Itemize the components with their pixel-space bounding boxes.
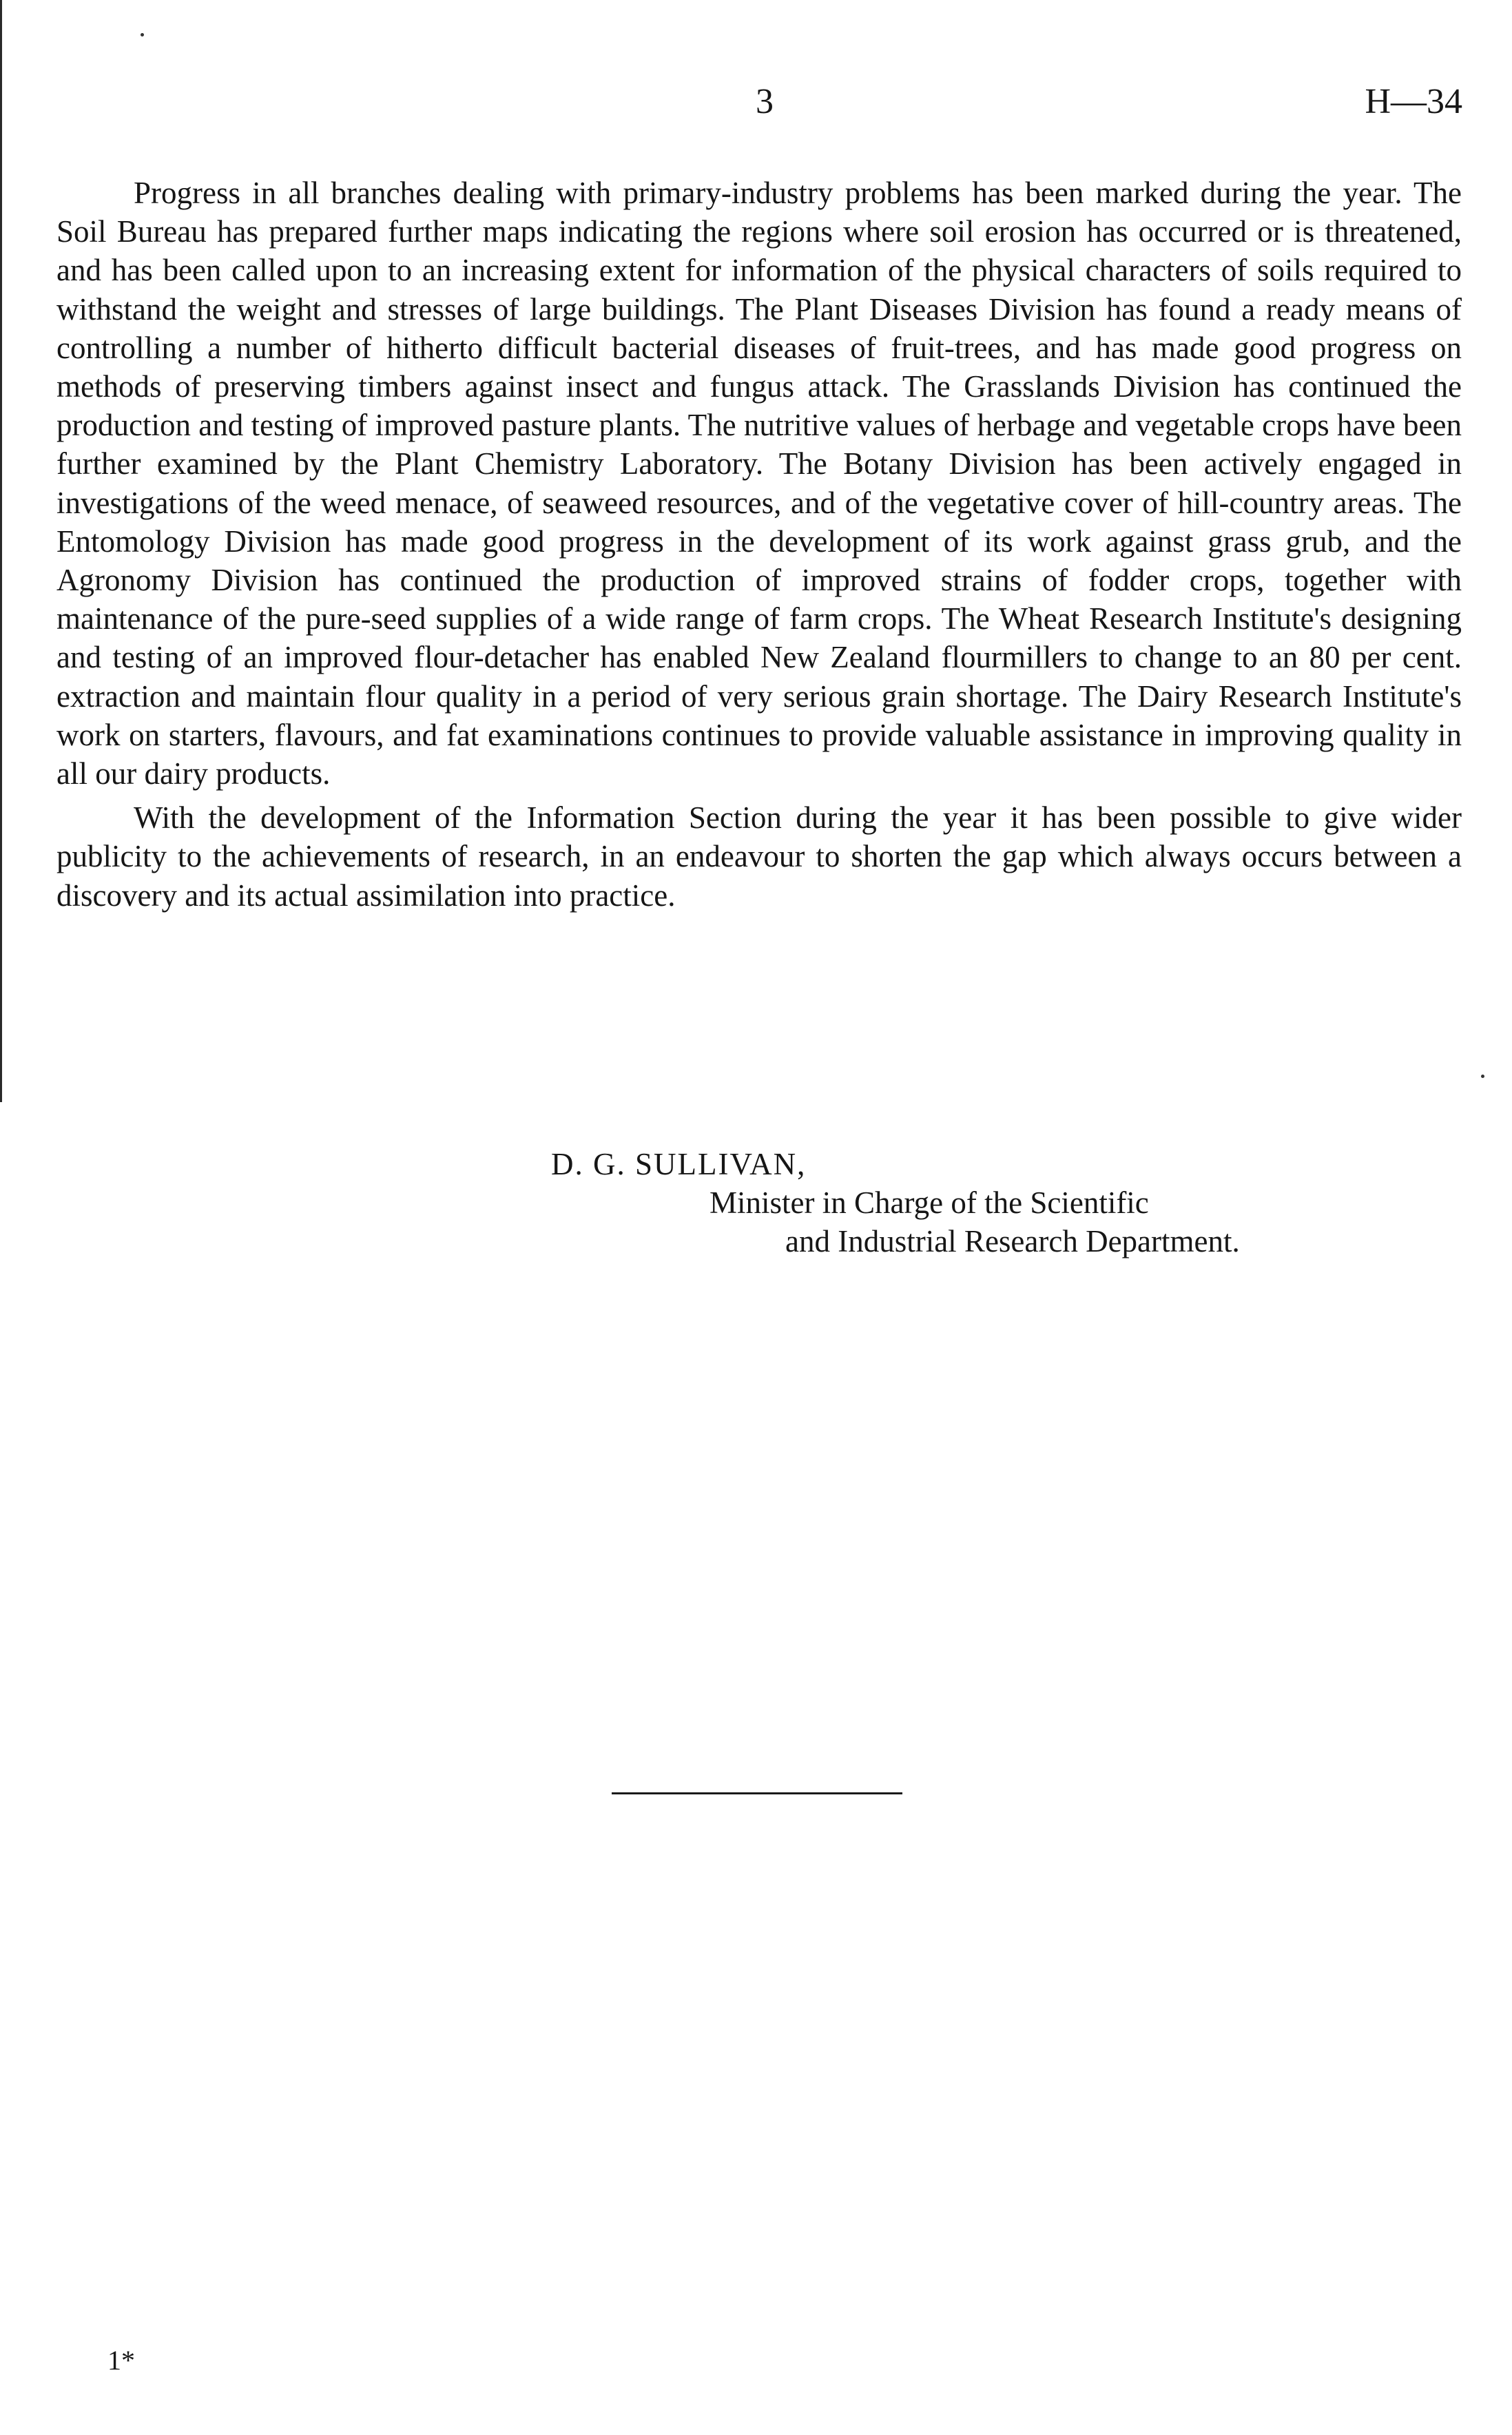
scan-speck xyxy=(1481,1075,1484,1078)
body-text xyxy=(56,174,1462,920)
scan-speck xyxy=(141,33,144,37)
paragraph-information-section: With the development of the Information Section during the year it has been possible to give wider publicity to the achievements of research, in an endeavour to shorten the gap which always occurs between a discovery and its actual assimilation into practice. xyxy=(56,800,1462,913)
paragraph-research-progress: Progress in all branches dealing with primary-industry problems has been marked during the year. The Soil Bureau has prepared further maps indicating the regions where soil erosion has occurred or is threatened, and has been called upon to an increasing extent for information of the physical characters of soils required to withstand the weight and stresses of large buildings. The Plant Diseases Division has found a ready means of controlling a number of hitherto difficult bacterial diseases of fruit-trees, and has made good progress on methods of preserving timbers against insect and fungus attack. The Grasslands Division has continued the production and testing of improved pasture plants. The nutritive values of herbage and vegetable crops have been further examined by the Plant Chemistry Laboratory. The Botany Division has been actively engaged in investigations of the weed menace, of seaweed resources, and of the vegetative cover of hill-country areas. The Entomology Division has made good progress in the development of its work against grass grub, and the Agronomy Division has continued the production of improved strains of fodder crops, together with maintenance of the pure-seed supplies of a wide range of farm crops. The Wheat Research Institute's designing and testing of an improved flour-detacher has enabled New Zealand flourmillers to change to an 80 per cent. extraction and maintain flour quality in a period of very serious grain shortage. The Dairy Research Institute's work on starters, flavours, and fat examinations continues to provide valuable assistance in improving quality in all our dairy products. xyxy=(56,176,1462,791)
signatory-title-line-2: and Industrial Research Department. xyxy=(785,1224,1240,1258)
left-margin-rule xyxy=(0,0,2,1102)
page-number: 3 xyxy=(756,82,774,121)
document-reference: H—34 xyxy=(1365,82,1462,121)
section-separator-rule xyxy=(612,1792,902,1794)
signatory-name: D. G. SULLIVAN, xyxy=(551,1147,807,1181)
signature-block xyxy=(551,1145,1240,1261)
signature-mark: 1* xyxy=(107,2345,135,2376)
signatory-title-line-1: Minister in Charge of the Scientific xyxy=(710,1185,1149,1220)
